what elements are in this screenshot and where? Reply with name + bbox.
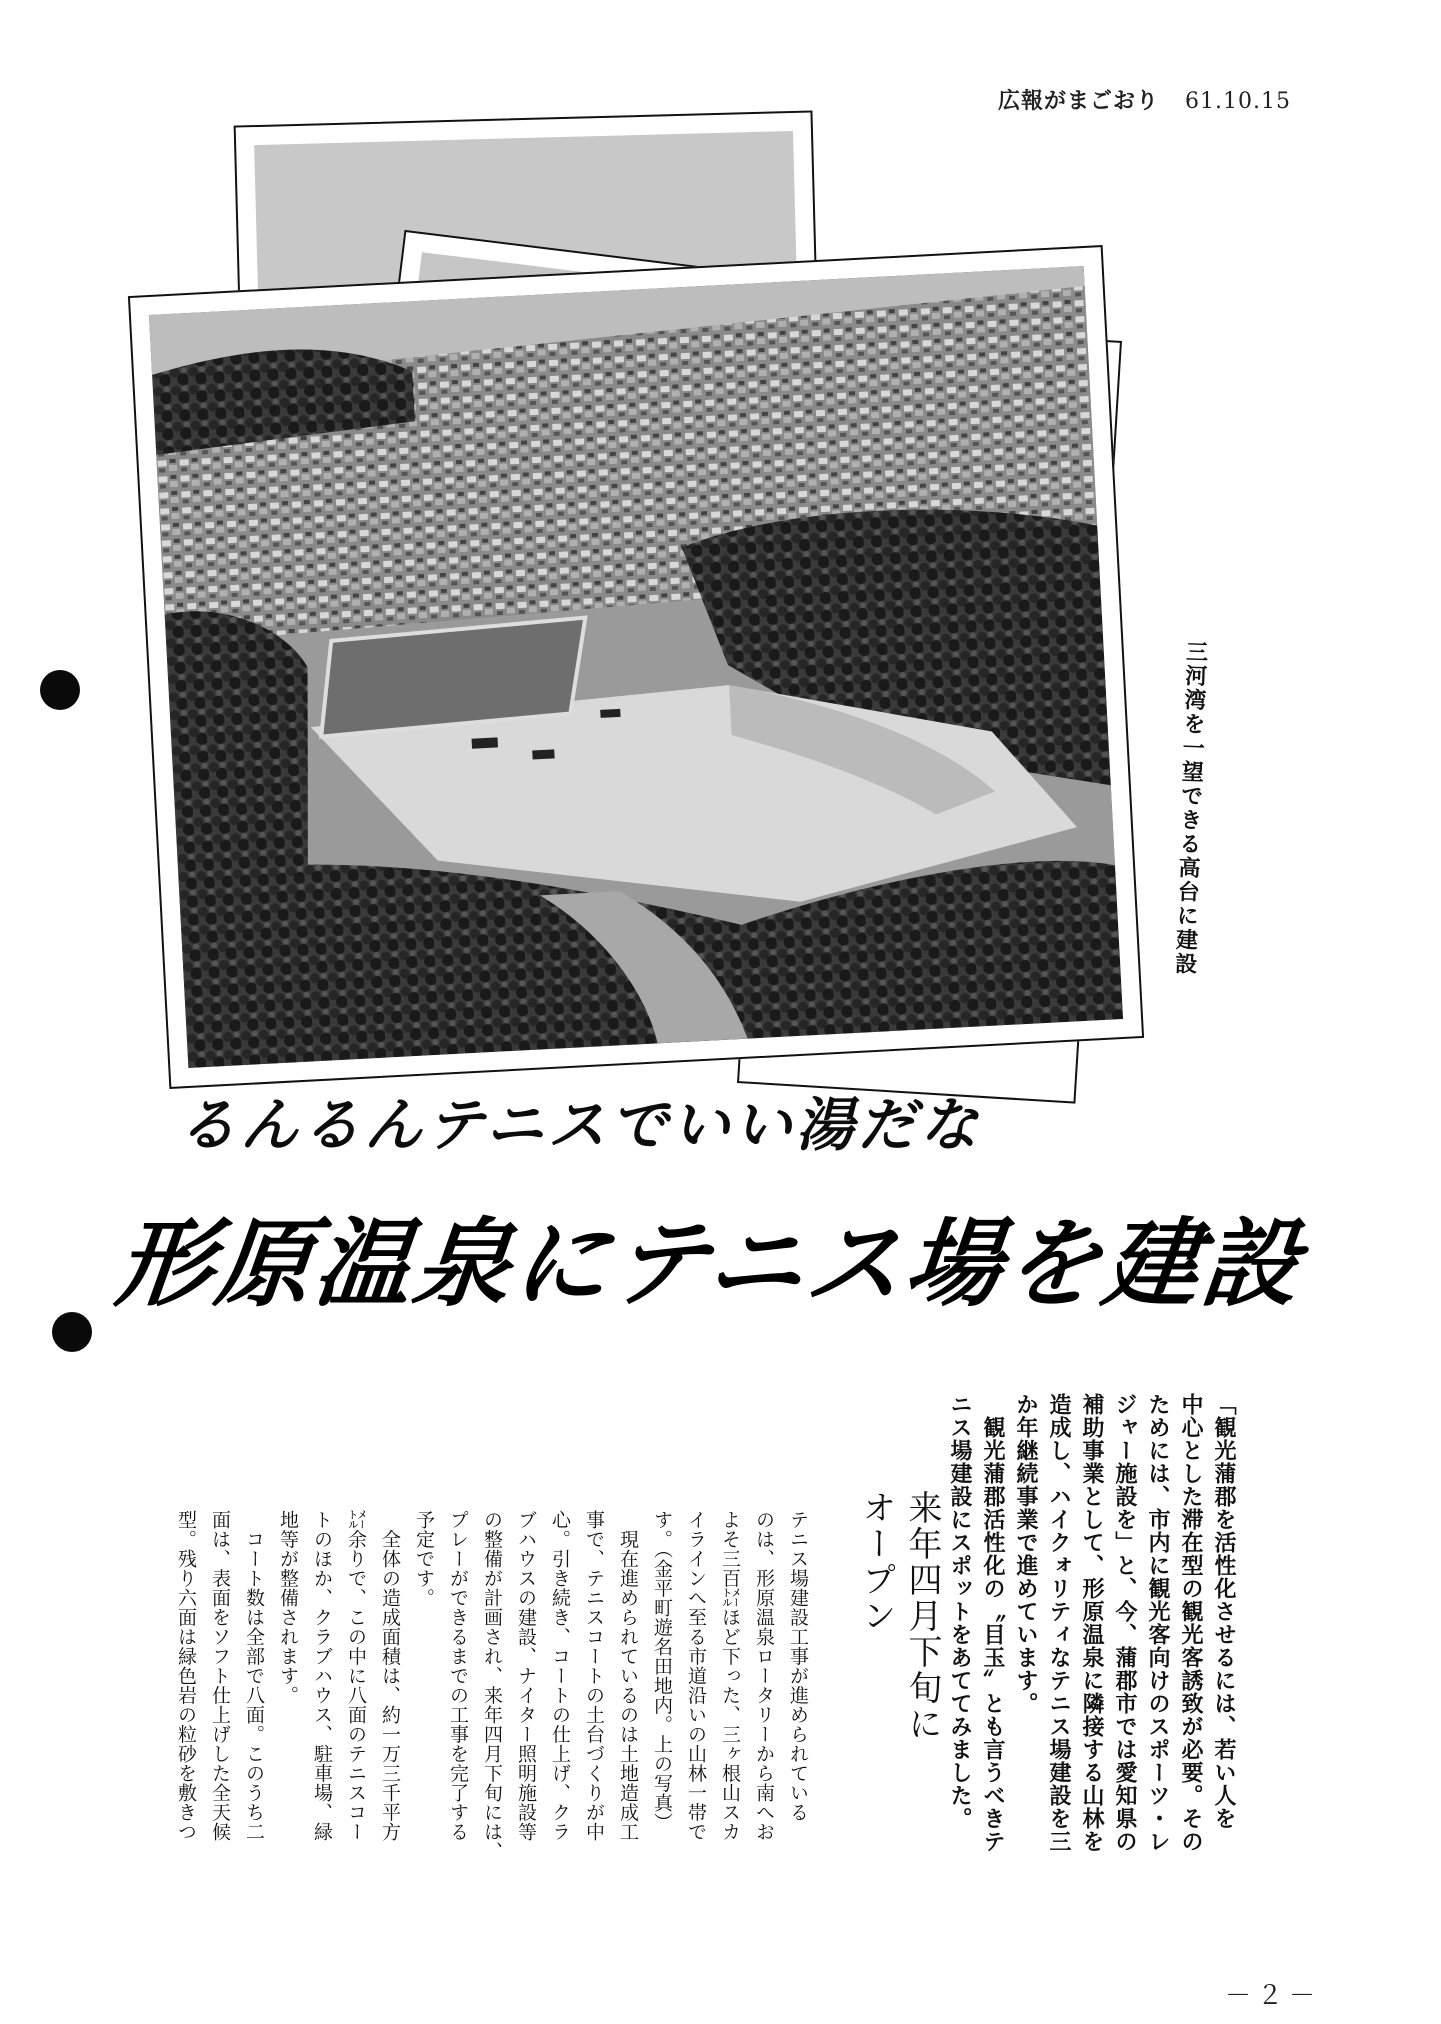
photo-caption: 三河湾を一望できる高台に建設 — [1171, 639, 1209, 977]
lead-paragraph: 「観光蒲郡を活性化させるには、若い人を 中心とした滞在型の観光客誘致が必要。その ためには、市内に観光客向けのスポーツ・レ ジャー施設を」と、今、蒲郡市では愛知県の 補助事業として、形原温泉に隣接する山林を 造成し、ハイクォリティなテニス場建設を三 か年継続事業で進めています。 観光蒲郡活性化の〝目玉〟とも言うべきテ ニス場建設にスポットをあててみました。 — [947, 1393, 1236, 1853]
article-title: 形原温泉にテニス場を建設 — [111, 1208, 1308, 1320]
binder-hole-bottom — [52, 1312, 92, 1352]
page-number: －２－ — [1225, 1981, 1322, 2011]
issue-date: 61.10.15 — [1185, 89, 1291, 114]
aerial-construction-photo — [149, 266, 1123, 1068]
section-heading: 来年四月下旬に オープン — [856, 1490, 942, 1742]
publication-name: 広報がまごおり — [998, 89, 1160, 114]
page-header — [998, 84, 1291, 115]
article-subtitle: るんるんテニスでいい湯だな — [178, 1091, 982, 1159]
binder-hole-top — [40, 670, 80, 710]
body-text: テニス場建設工事が進められている のは、形原温泉ロータリーから南へお よそ三百㍍ほど下った、三ヶ根山スカ イラインへ至る市道沿いの山林一帯で す。（金平町遊名田地内。上の写真） 現在進められているのは土地造成工 事で、テニスコートの土台づくりが中 心。引き続き、コートの仕上げ、クラ ブハウスの建設、ナイター照明施設等 の整備が計画され、来年四月下旬には、 プレーができるまでの工事を完了する 予定です。 全体の造成面積は、約一万三千平方 ㍍余りで、この中に八面のテニスコー トのほか、クラブハウス、駐車場、緑 地等が整備されます。 コート数は全部で八面。このうち二 面は、表面をソフト仕上げした全天候 型。残り六面は緑色岩の粒砂を敷きつ — [175, 1510, 809, 1861]
photo-frame — [128, 245, 1144, 1089]
